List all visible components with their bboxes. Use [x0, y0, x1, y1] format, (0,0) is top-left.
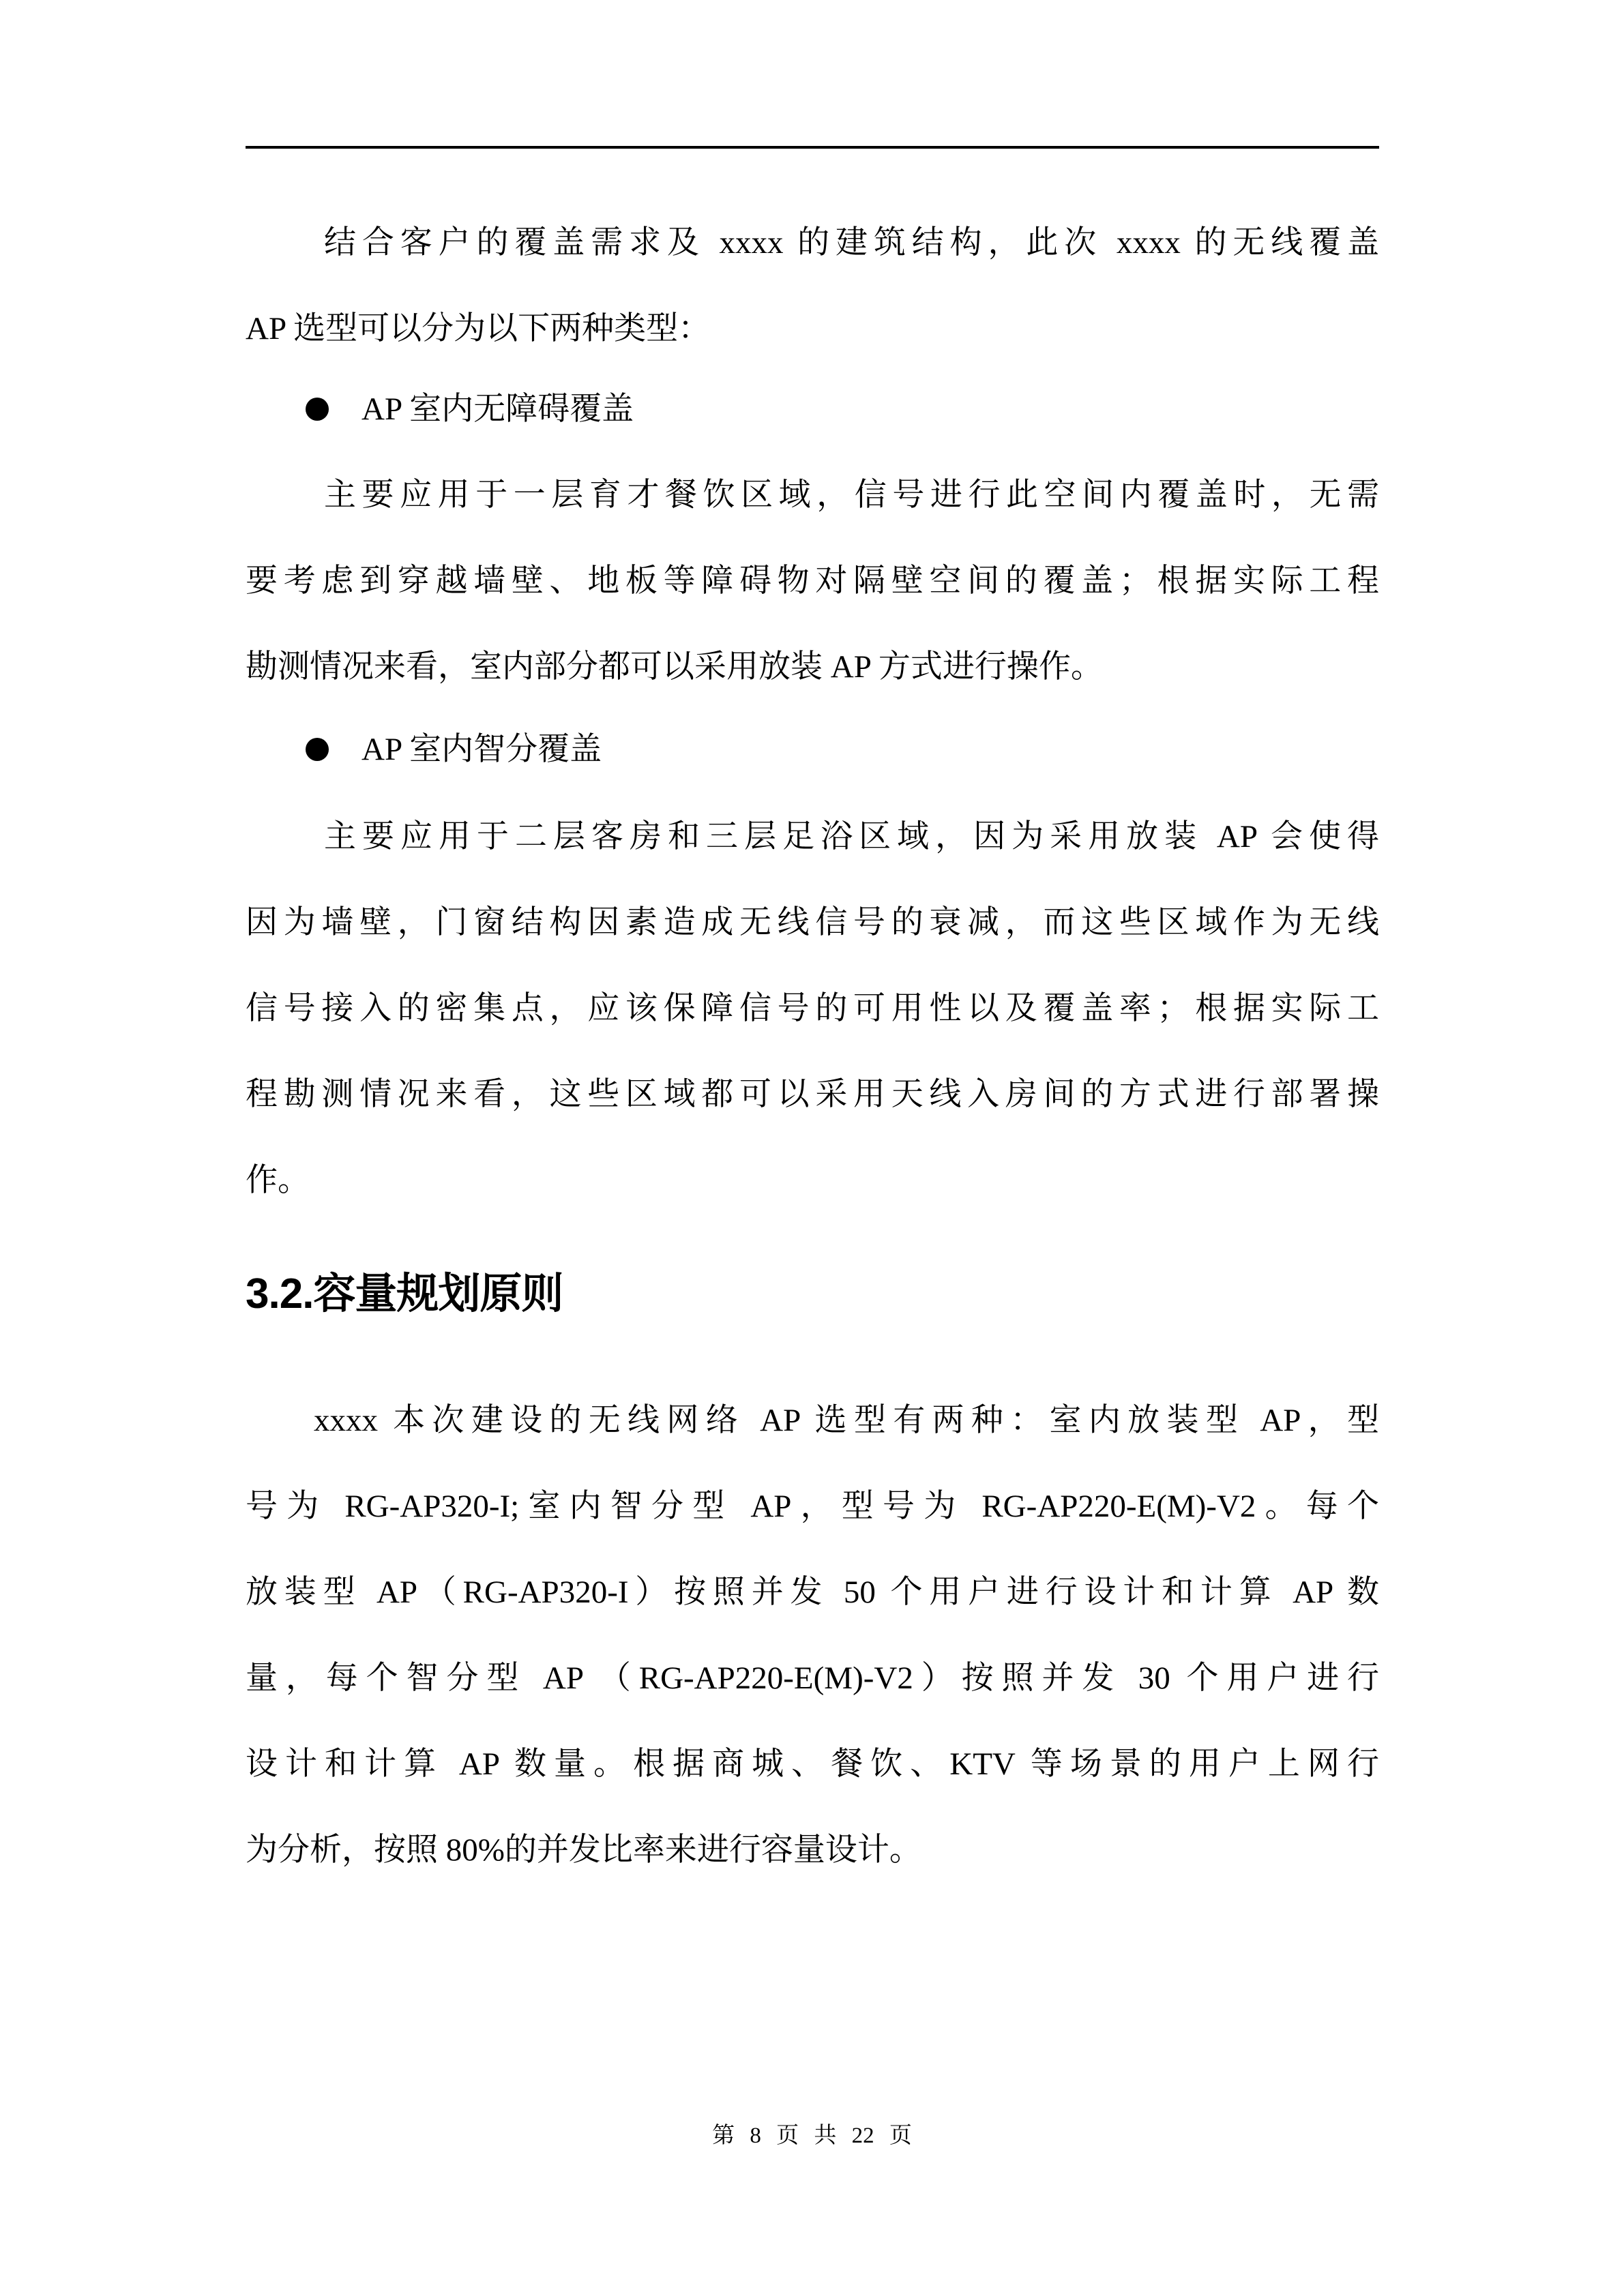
bullet-label: AP 室内无障碍覆盖 — [361, 391, 634, 427]
open-coverage-paragraph — [246, 452, 1379, 710]
paragraph-line: 号为 RG-AP320-I;室内智分型 AP，型号为 RG-AP220-E(M)-V2。每个 — [246, 1489, 1379, 1524]
header-rule — [246, 146, 1379, 149]
paragraph-line: 程勘测情况来看，这些区域都可以采用天线入房间的方式进行部署操 — [246, 1077, 1379, 1112]
paragraph-line: 因为墙壁，门窗结构因素造成无线信号的衰减，而这些区域作为无线 — [246, 905, 1379, 940]
paragraph-line: 设计和计算 AP 数量。根据商城、餐饮、KTV 等场景的用户上网行 — [246, 1746, 1379, 1782]
capacity-paragraph — [246, 1377, 1379, 1893]
paragraph-line: 为分析，按照 80%的并发比率来进行容量设计。 — [246, 1832, 921, 1868]
bullet-icon — [306, 398, 329, 421]
intro-paragraph — [246, 200, 1379, 372]
paragraph-line: 要考虑到穿越墙壁、地板等障碍物对隔壁空间的覆盖；根据实际工程 — [246, 563, 1379, 599]
paragraph-line: 勘测情况来看，室内部分都可以采用放装 AP 方式进行操作。 — [246, 649, 1103, 685]
paragraph-line: 信号接入的密集点，应该保障信号的可用性以及覆盖率；根据实际工 — [246, 991, 1379, 1026]
smart-coverage-paragraph — [246, 794, 1379, 1223]
paragraph-line: AP 选型可以分为以下两种类型： — [246, 311, 711, 346]
section-heading: 3.2.容量规划原则 — [246, 1270, 563, 1317]
paragraph-line: 量，每个智分型 AP （RG-AP220-E(M)-V2）按照并发 30 个用户进行 — [246, 1660, 1379, 1696]
page-number-footer: 第 8 页 共 22 页 — [712, 2123, 912, 2148]
bullet-label: AP 室内智分覆盖 — [361, 732, 602, 767]
paragraph-line: 放装型 AP（RG-AP320-I）按照并发 50 个用户进行设计和计算 AP 数 — [246, 1575, 1379, 1610]
bullet-item-smart-coverage — [306, 706, 602, 792]
paragraph-line: 主要应用于二层客房和三层足浴区域，因为采用放装 AP 会使得 — [324, 819, 1379, 854]
paragraph-line: 主要应用于一层育才餐饮区域，信号进行此空间内覆盖时，无需 — [324, 477, 1379, 513]
paragraph-line: 作。 — [246, 1163, 310, 1198]
bullet-icon — [306, 738, 329, 761]
bullet-item-open-coverage — [306, 366, 634, 452]
paragraph-line: xxxx 本次建设的无线网络 AP 选型有两种：室内放装型 AP，型 — [314, 1403, 1379, 1438]
paragraph-line: 结合客户的覆盖需求及 xxxx 的建筑结构，此次 xxxx 的无线覆盖 — [324, 225, 1379, 260]
